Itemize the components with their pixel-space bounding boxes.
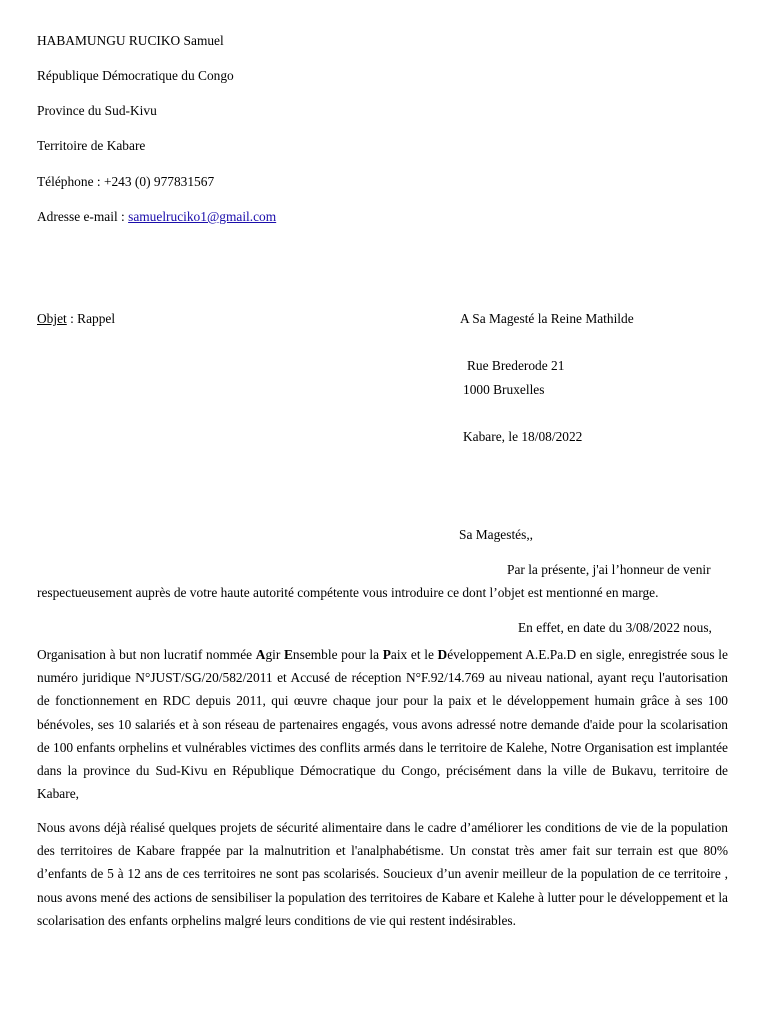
org-initial-p: P [382, 647, 391, 662]
phone-label: Téléphone : [37, 174, 104, 189]
subject-label: Objet [37, 311, 67, 326]
email-link[interactable]: samuelruciko1@gmail.com [128, 209, 277, 224]
phone-value: +243 (0) 977831567 [103, 174, 215, 189]
sender-email [37, 209, 276, 225]
org-initial-d: D [437, 647, 448, 662]
recipient-street: Rue Brederode 21 [467, 358, 565, 373]
org-word-ensemble: nsemble pour la [292, 647, 383, 662]
para1-first-line: Par la présente, j'ai l’honneur de venir [507, 562, 711, 577]
subject-line [37, 311, 115, 327]
email-label: Adresse e-mail : [37, 209, 129, 224]
recipient-city: 1000 Bruxelles [463, 382, 545, 397]
place-date: Kabare, le 18/08/2022 [463, 429, 583, 444]
salutation: Sa Magestés,, [459, 527, 534, 542]
org-initial-a: A [255, 647, 266, 662]
para1-rest: respectueusement auprès de votre haute autorité compétente vous introduire ce dont l’objet est mentionné en marge. [37, 585, 659, 600]
sender-name: HABAMUNGU RUCIKO Samuel [37, 33, 224, 48]
subject-separator: : [66, 311, 78, 326]
org-word-agir: gir [265, 647, 284, 662]
para2-first-line: En effet, en date du 3/08/2022 nous, [518, 620, 712, 635]
para2-body [37, 643, 728, 805]
sender-territory: Territoire de Kabare [37, 138, 146, 153]
sender-province: Province du Sud-Kivu [37, 103, 157, 118]
subject-value: Rappel [77, 311, 116, 326]
sender-country: République Démocratique du Congo [37, 68, 234, 83]
para3-body: Nous avons déjà réalisé quelques projets de sécurité alimentaire dans le cadre d’améliorer les conditions de vie de la population des territoires de Kabare frappée par la malnutrition et l'analphabétisme. Un constat très amer fait sur terrain est que 80% d’enfants de 5 à 12 ans de ces territoires ne sont pas scolarisés. Soucieux d’un avenir meilleur de la population de ce territoire , nous avons mené des actions de sensibiliser la population des territoires de Kabare et Kalehe à lutter pour le développement et la scolarisation des enfants orphelins malgré leurs conditions de vie qui restent indésirables. [37, 820, 728, 928]
org-word-paix: aix et le [390, 647, 438, 662]
sender-phone [37, 174, 214, 190]
para2-rest: A.E.Pa.D en sigle, enregistrée sous le numéro juridique N°JUST/SG/20/582/2011 et Accusé de réception N°F.92/14.769 au niveau national, ayant reçu l'autorisation de fonctionnement en RDC depuis 2011, qui œuvre chaque jour pour la paix et le développement humain grâce à ses 100 bénévoles, ses 10 salariés et à son réseau de partenaires engagés, vous avons adressé notre demande d'aide pour la scolarisation de 100 enfants orphelins et vulnérables victimes des conflits armés dans le territoire de Kalehe, Notre Organisation est implantée dans la province du Sud-Kivu en République Démocratique du Congo, précisément dans la ville de Bukavu, territoire de Kabare, [37, 647, 728, 802]
recipient-name: A Sa Magesté la Reine Mathilde [460, 311, 634, 326]
org-initial-e: E [283, 647, 293, 662]
para2-prefix: Organisation à but non lucratif nommée [37, 647, 256, 662]
org-word-developpement: éveloppement [447, 647, 523, 662]
